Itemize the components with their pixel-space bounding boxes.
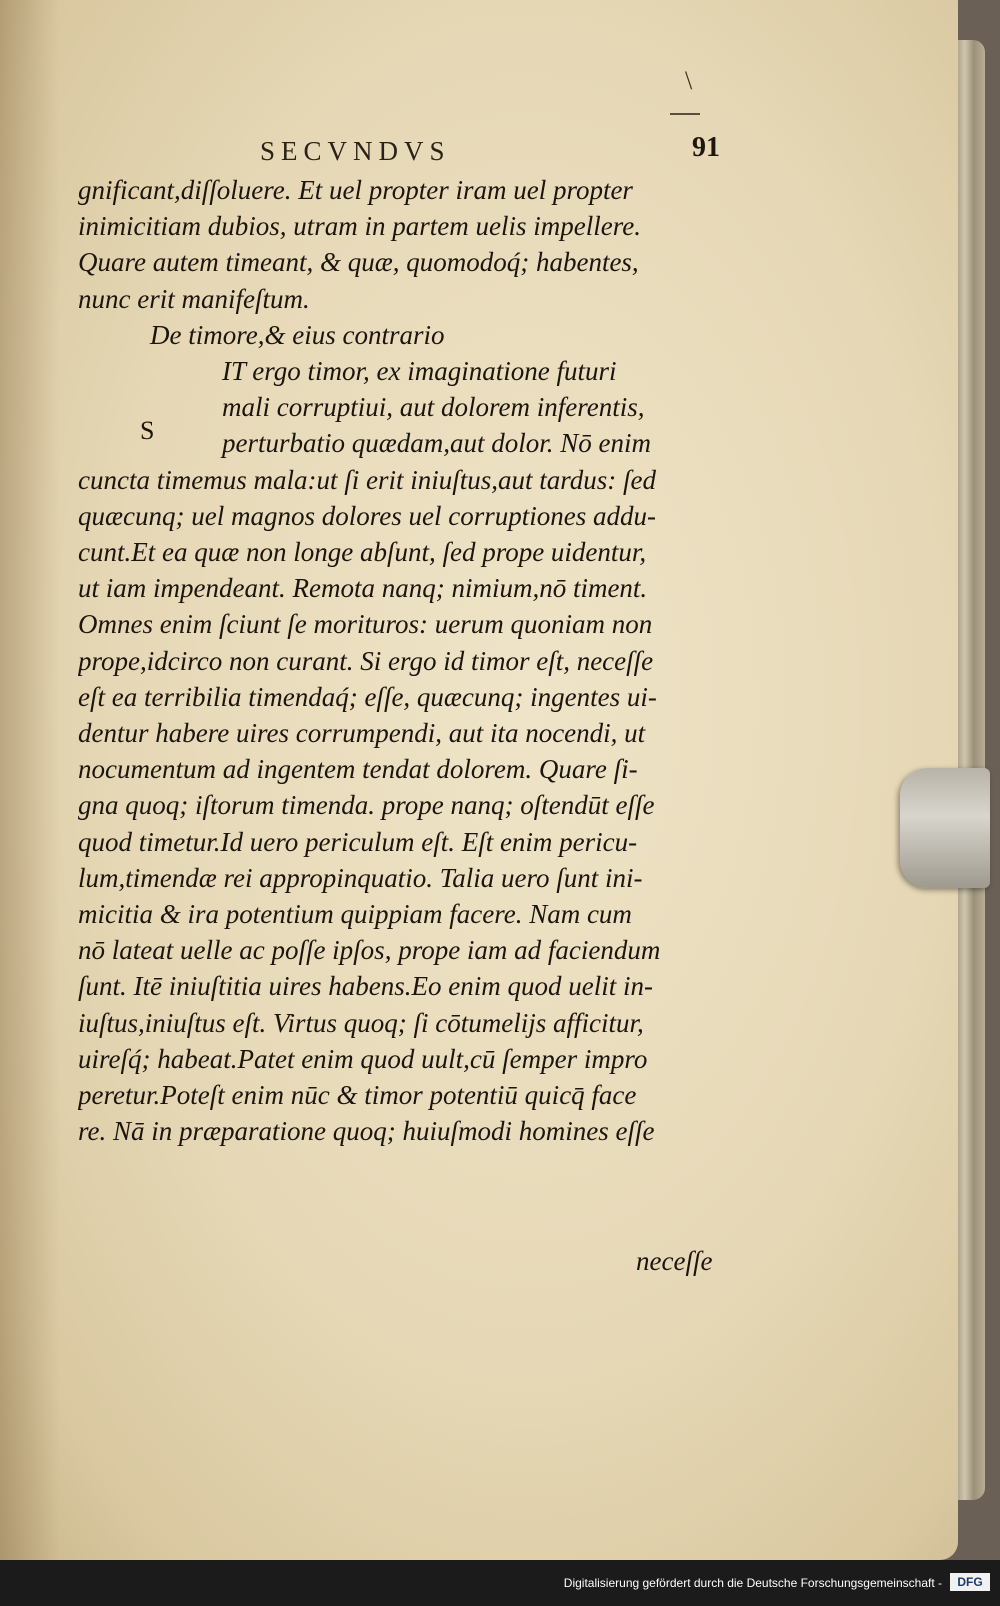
body-text (78, 172, 718, 1282)
text-line: inimicitiam dubios, utram in partem uelis impellere. (78, 211, 641, 242)
margin-dash (670, 113, 700, 115)
text-line: mali corruptiui, aut dolorem inferentis, (222, 392, 645, 423)
text-line: gnificant,diſſoluere. Et uel propter iram uel propter (78, 175, 633, 205)
text-line: perturbatio quædam,aut dolor. Nō enim (222, 428, 652, 459)
text-line: ut iam impendeant. Remota nanq; nimium,nō timent. (78, 573, 648, 604)
text-line: Omnes enim ſciunt ſe morituros: uerum quoniam non (78, 609, 653, 640)
text-line: quæcunq; uel magnos dolores uel corruptiones addu- (78, 500, 656, 531)
text-line: gna quoq; iſtorum timenda. prope nanq; oſtendūt eſſe (78, 790, 655, 821)
text-line: nunc erit manifeſtum. (78, 283, 310, 314)
margin-mark: \ (685, 66, 693, 95)
page-header (260, 128, 720, 178)
text-line: cuncta timemus mala:ut ſi erit iniuſtus,aut tardus: ſed (78, 464, 656, 495)
page-clip (900, 768, 990, 888)
text-line: quod timetur.Id uero periculum eſt. Eſt enim pericu- (78, 826, 638, 857)
page-number: 91 (692, 132, 720, 163)
text-line: re. Nā in præparatione quoq; huiuſmodi homines eſſe (78, 1116, 655, 1147)
text-line: nocumentum ad ingentem tendat dolorem. Quare ſi- (78, 754, 638, 785)
text-line: iuſtus,iniuſtus eſt. Virtus quoq; ſi cōtumelijs afficitur, (78, 1007, 644, 1038)
gutter-shadow (0, 0, 60, 1560)
text-line: peretur.Poteſt enim nūc & timor potentiū quicq̄ face (78, 1080, 637, 1111)
section-heading: De timore,& eius contrario (150, 319, 445, 350)
dfg-logo: DFG (950, 1573, 990, 1591)
text-line: lum,timendæ rei appropinquatio. Talia uero ſunt ini- (78, 862, 643, 893)
text-line: ſunt. Itē iniuſtitia uires habens.Eo enim quod uelit in- (78, 971, 653, 1002)
text-line: eſt ea terribilia timendaq́; eſſe, quæcunq; ingentes ui- (78, 681, 657, 712)
running-title: SECVNDVS (260, 136, 451, 166)
guide-letter: S (140, 416, 155, 445)
text-line: uireſq́; habeat.Patet enim quod uult,cū ſemper impro (78, 1043, 648, 1074)
footer-credit: Digitalisierung gefördert durch die Deutsche Forschungsgemeinschaft - (563, 1576, 942, 1590)
text-line: micitia & ira potentium quippiam facere. Nam cum (78, 899, 632, 930)
text-line: dentur habere uires corrumpendi, aut ita nocendi, ut (78, 718, 646, 749)
text-line: prope,idcirco non curant. Si ergo id timor eſt, neceſſe (78, 645, 654, 676)
digitization-footer (0, 1560, 1000, 1606)
text-line: IT ergo timor, ex imaginatione futuri (222, 356, 617, 387)
text-line: cunt.Et ea quæ non longe abſunt, ſed prope uidentur, (78, 537, 647, 568)
catchword: neceſſe (636, 1246, 713, 1276)
text-line: nō lateat uelle ac poſſe ipſos, prope iam ad faciendum (78, 935, 661, 966)
text-line: Quare autem timeant, & quæ, quomodoq́; habentes, (78, 247, 639, 278)
